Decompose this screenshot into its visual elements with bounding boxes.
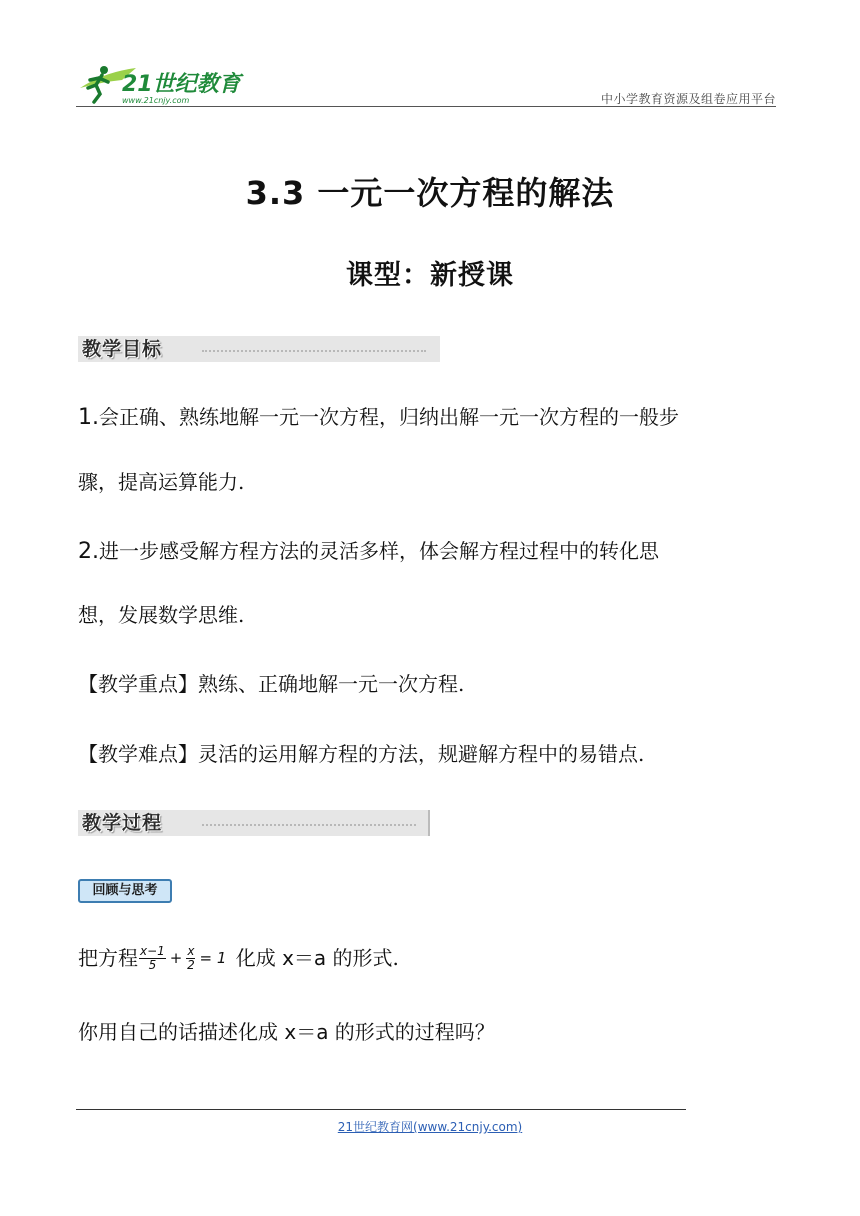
q2-variable: x＝a — [284, 1020, 329, 1044]
footer-divider — [76, 1109, 686, 1110]
key-point — [78, 674, 464, 694]
fraction-1-numerator: x−1 — [140, 944, 165, 958]
page-title: 3.3 一元一次方程的解法 — [245, 174, 615, 212]
goal-number: 1. — [78, 405, 99, 430]
fraction-2-denominator: 2 — [187, 957, 195, 972]
key-point-text: 熟练、正确地解一元一次方程. — [198, 672, 465, 696]
logo-text: 21世纪教育 — [122, 72, 241, 97]
review-badge: 回顾与思考 — [78, 879, 172, 903]
header-platform-text: 中小学教育资源及组卷应用平台 — [600, 92, 776, 106]
key-point-label: 【教学重点】 — [78, 672, 198, 696]
banner-dotted-line — [202, 824, 416, 826]
difficulty-point — [78, 744, 644, 764]
equals-one: = 1 — [199, 948, 227, 967]
q1-mid: 化成 — [229, 946, 283, 971]
fraction-2 — [186, 945, 195, 971]
goal-2-line-2: 想，发展数学思维. — [78, 603, 245, 627]
fraction-1 — [139, 945, 166, 971]
goal-text: 进一步感受解方程方法的灵活多样，体会解方程过程中的转化思 — [99, 539, 659, 563]
difficulty-text: 灵活的运用解方程的方法，规避解方程中的易错点. — [198, 742, 645, 766]
banner-label: 教学目标 — [82, 338, 163, 360]
goal-number: 2. — [78, 539, 99, 564]
fraction-2-numerator: x — [187, 944, 195, 958]
banner-dotted-line — [202, 350, 426, 352]
q1-prefix: 把方程 — [78, 946, 138, 971]
question-2 — [78, 1022, 495, 1042]
goal-text: 会正确、熟练地解一元一次方程，归纳出解一元一次方程的一般步 — [99, 405, 679, 429]
fraction-1-denominator: 5 — [148, 957, 157, 972]
header-divider — [76, 106, 776, 107]
q1-variable: x＝a — [282, 946, 327, 971]
footer-link[interactable]: 21世纪教育网(www.21cnjy.com) — [337, 1120, 523, 1134]
question-1 — [78, 945, 399, 971]
banner-label: 教学过程 — [82, 812, 163, 834]
lesson-type: 课型：新授课 — [346, 260, 514, 291]
q2-suffix: 的形式的过程吗？ — [328, 1020, 495, 1044]
plus-sign: + — [169, 948, 183, 967]
difficulty-label: 【教学难点】 — [78, 742, 198, 766]
q2-prefix: 你用自己的话描述化成 — [78, 1020, 285, 1044]
runner-logo-icon — [74, 58, 244, 108]
goal-1-line-1 — [78, 407, 679, 429]
site-logo — [74, 58, 244, 108]
section-banner-process — [78, 810, 430, 836]
q1-suffix: 的形式. — [326, 946, 399, 971]
goal-1-line-2: 骤，提高运算能力. — [78, 470, 245, 494]
logo-url: www.21cnjy.com — [122, 96, 190, 105]
section-banner-goals — [78, 336, 440, 362]
goal-2-line-1 — [78, 541, 659, 563]
